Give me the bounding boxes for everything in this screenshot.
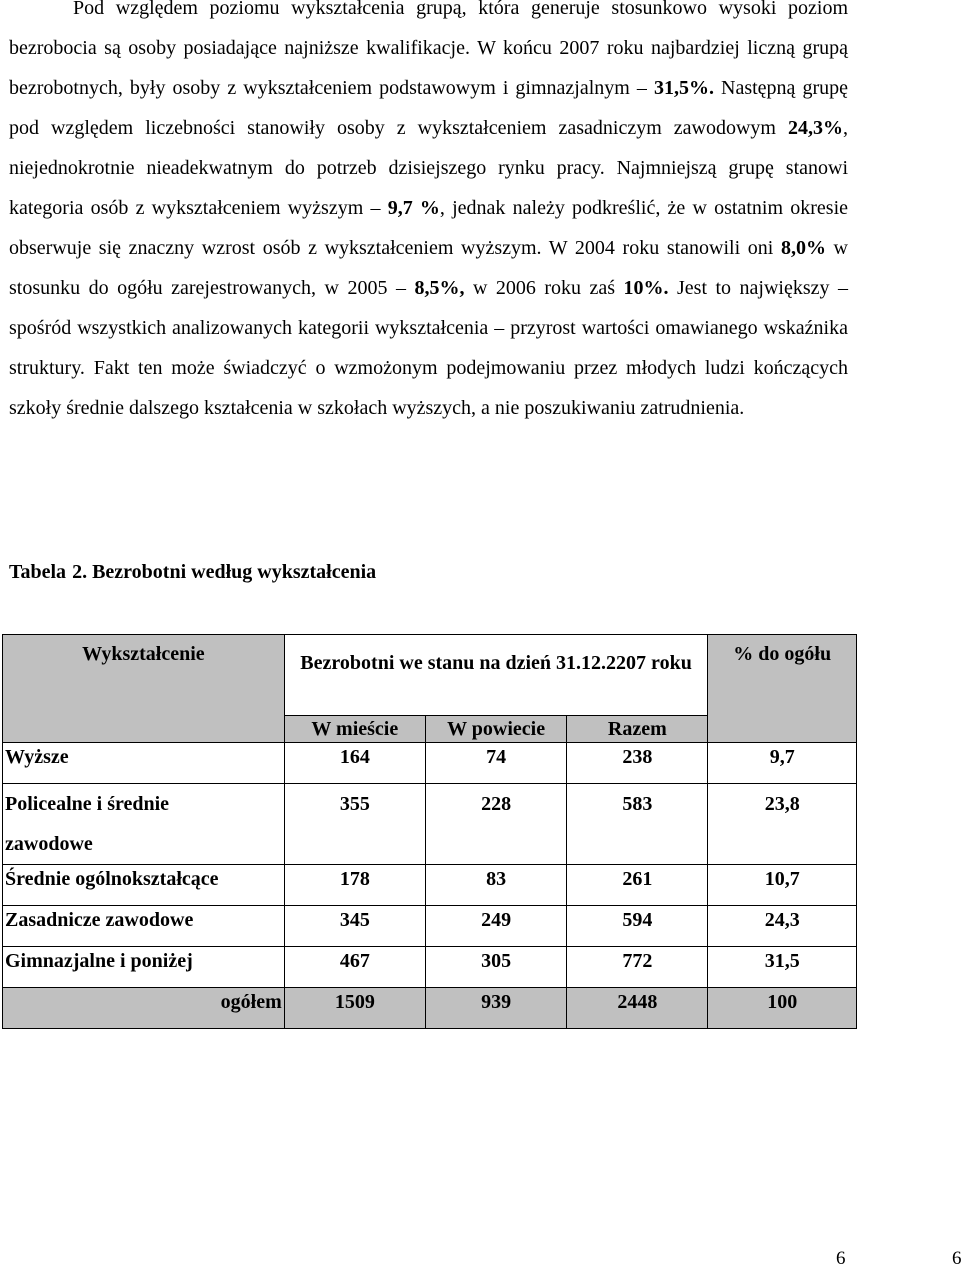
subheader-total: Razem [567, 716, 708, 743]
table-caption [9, 555, 376, 589]
cell-city: 178 [284, 865, 425, 906]
value-vocational: 24,3% [788, 117, 843, 139]
page-number: 6 [836, 1248, 846, 1269]
cell-percent: 10,7 [708, 865, 857, 906]
text-run: Następną grupę pod względem liczebności stanowiły osoby z wykształceniem zasadniczym zawodowym [9, 77, 848, 139]
total-percent: 100 [708, 988, 857, 1029]
page-number-cropped: 6 [952, 1248, 962, 1269]
total-total: 2448 [567, 988, 708, 1029]
value-2004: 8,0% [780, 237, 826, 259]
body-paragraph [9, 0, 848, 428]
cell-city: 345 [284, 906, 425, 947]
table-row [3, 865, 857, 906]
cell-city: 164 [284, 743, 425, 784]
cell-city: 355 [284, 784, 425, 865]
total-label: ogółem [3, 988, 285, 1029]
cell-total: 594 [567, 906, 708, 947]
cell-total: 583 [567, 784, 708, 865]
education-table [2, 634, 857, 1029]
row-label: Wyższe [3, 743, 285, 784]
total-county: 939 [425, 988, 566, 1029]
row-label: Zasadnicze zawodowe [3, 906, 285, 947]
total-city: 1509 [284, 988, 425, 1029]
value-lower-secondary: 31,5%. [653, 77, 714, 99]
row-label: Policealne i średnie zawodowe [3, 784, 285, 865]
text-run: , niejednokrotnie nieadekwatnym do potrzeb dzisiejszego rynku pracy. Najmniejszą grupę stanowi kategoria osób z wykształceniem wyższym – [9, 117, 848, 219]
caption-text: 2. Bezrobotni według wykształcenia [72, 561, 377, 583]
cell-county: 305 [425, 947, 566, 988]
text-run: w stosunku do ogółu zarejestrowanych, w 2005 – [9, 237, 848, 299]
header-unemployed-group: Bezrobotni we stanu na dzień 31.12.2207 roku [284, 635, 708, 716]
table-row [3, 743, 857, 784]
text-run: Pod względem poziomu wykształcenia grupą, która generuje stosunkowo wysoki poziom bezrobocia są osoby posiadające najniższe kwalifikacje. W końcu 2007 roku najbardziej liczną grupą bezrobotnych, były osoby z wykształceniem podstawowym i gimnazjalnym – [9, 0, 848, 99]
table-row [3, 947, 857, 988]
value-higher: 9,7 % [387, 197, 440, 219]
subheader-county: W powiecie [425, 716, 566, 743]
cell-county: 228 [425, 784, 566, 865]
cell-county: 249 [425, 906, 566, 947]
caption-label: Tabela [9, 561, 67, 583]
cell-percent: 31,5 [708, 947, 857, 988]
cell-city: 467 [284, 947, 425, 988]
cell-total: 772 [567, 947, 708, 988]
text-run: , jednak należy podkreślić, że w ostatnim okresie obserwuje się znaczny wzrost osób z wykształceniem wyższym. W 2004 roku stanowili oni [9, 197, 848, 259]
header-education: Wykształcenie [3, 635, 285, 743]
text-run: w 2006 roku zaś [464, 277, 624, 299]
cell-percent: 24,3 [708, 906, 857, 947]
cell-total: 238 [567, 743, 708, 784]
cell-county: 83 [425, 865, 566, 906]
table-total-row [3, 988, 857, 1029]
cell-total: 261 [567, 865, 708, 906]
header-percent: % do ogółu [708, 635, 857, 743]
table-row [3, 784, 857, 865]
cell-county: 74 [425, 743, 566, 784]
cell-percent: 23,8 [708, 784, 857, 865]
subheader-city: W mieście [284, 716, 425, 743]
row-label: Średnie ogólnokształcące [3, 865, 285, 906]
row-label: Gimnazjalne i poniżej [3, 947, 285, 988]
text-run: Jest to największy – spośród wszystkich analizowanych kategorii wykształcenia – przyrost wartości omawianego wskaźnika struktury. Fakt ten może świadczyć o wzmożonym podejmowaniu przez młodych ludzi kończących szkoły średnie dalszego kształcenia w szkołach wyższych, a nie poszukiwaniu zatrudnienia. [9, 277, 849, 419]
value-2005: 8,5%, [414, 277, 465, 299]
value-2006: 10%. [623, 277, 669, 299]
table-row [3, 906, 857, 947]
cell-percent: 9,7 [708, 743, 857, 784]
